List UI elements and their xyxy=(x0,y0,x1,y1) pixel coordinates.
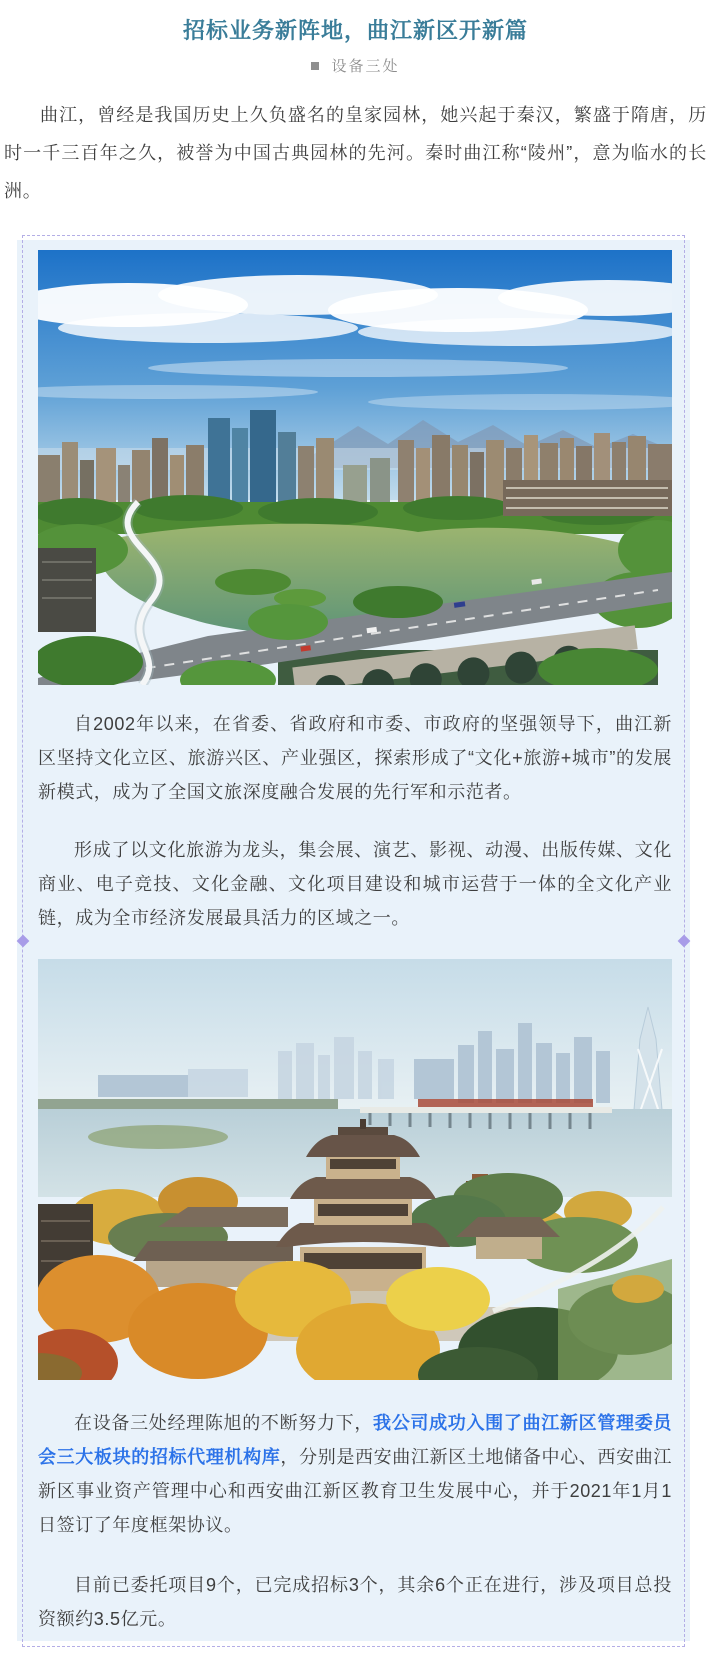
box-paragraph-2: 形成了以文化旅游为龙头，集会展、演艺、影视、动漫、出版传媒、文化商业、电子竞技、文化金融、文化项目建设和城市运营于一体的全文化产业链，成为全市经济发展最具活力的区域之一。 xyxy=(38,840,672,928)
byline-author: 设备三处 xyxy=(331,58,400,75)
photo-autumn-pavilion-graphic xyxy=(38,959,672,1380)
feature-box xyxy=(17,240,690,1641)
intro-paragraph: 曲江，曾经是我国历史上久负盛名的皇家园林，她兴起于秦汉，繁盛于隋唐，历时一千三百年之久，被誉为中国古典园林的先河。秦时曲江称“陵州”，意为临水的长洲。 xyxy=(4,105,707,201)
paragraph-3-highlight: 我公司成功入围了曲江新区管理委员会三大板块的招标代理机构库 xyxy=(38,1413,672,1467)
byline xyxy=(0,55,711,76)
box-paragraph-3 xyxy=(38,1406,672,1542)
box-paragraph-4: 目前已委托项目9个，已完成招标3个，其余6个正在进行，涉及项目总投资额约3.5亿元。 xyxy=(38,1575,672,1629)
paragraph-3-prefix: 在设备三处经理陈旭的不断努力下， xyxy=(74,1413,374,1433)
box-paragraph-1: 自2002年以来，在省委、省政府和市委、市政府的坚强领导下，曲江新区坚持文化立区、旅游兴区、产业强区，探索形成了“文化+旅游+城市”的发展新模式，成为了全国文旅深度融合发展的先行军和示范者。 xyxy=(38,714,672,802)
photo-autumn-pavilion[interactable] xyxy=(38,959,672,1380)
photo-lake-aerial-graphic xyxy=(38,250,672,685)
paragraph-3-suffix: ，分别是西安曲江新区土地储备中心、西安曲江新区事业资产管理中心和西安曲江新区教育卫生发展中心，并于2021年1月1日签订了年度框架协议。 xyxy=(38,1447,672,1535)
photo-lake-aerial[interactable] xyxy=(38,250,672,685)
diamond-left-icon xyxy=(17,935,30,948)
byline-bullet-icon xyxy=(311,62,319,70)
diamond-right-icon xyxy=(678,935,691,948)
article-title: 招标业务新阵地，曲江新区开新篇 xyxy=(182,18,528,43)
